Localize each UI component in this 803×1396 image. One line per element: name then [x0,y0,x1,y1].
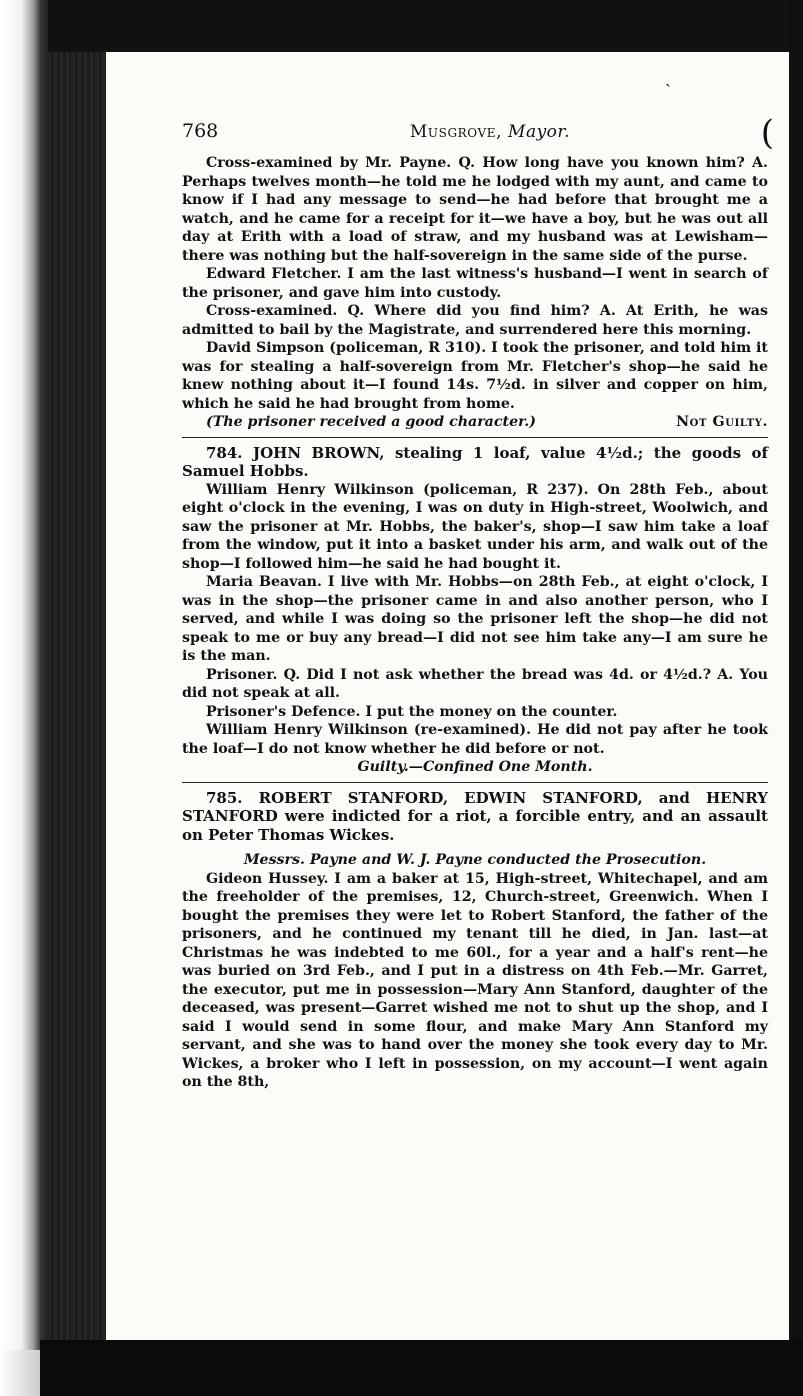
paragraph-maria-beavan: Maria Beavan. I live with Mr. Hobbs—on 28th Feb., at eight o'clock, I was in the shop—the prisoner came in and also another person, who I served, and while I was doing so the prisoner left the shop—he did not speak to me or buy any bread—I did not see him take any—I am sure he is the man. [182,574,768,664]
paragraph-prisoner-defence: Prisoner's Defence. I put the money on the counter. [206,703,618,720]
book-spine-pages [48,52,106,1342]
page-number: 768 [182,120,219,142]
paragraph-david-simpson: David Simpson (policeman, R 310). I took the prisoner, and told him it was for stealing a half-sovereign from Mr. Fletcher's shop—he said he knew nothing about it—I found 14s. 7½d. in silver and copper on him, which he said he had brought from home. [182,340,768,412]
scan-bottom-border [40,1340,803,1396]
running-mayor: Mayor. [508,122,571,142]
running-name: Musgrove, [409,122,503,142]
paragraph-cross-examined: Cross-examined. Q. Where did you find him? A. At Erith, he was admitted to bail by the Magistrate, and surrendered here this morning. [182,303,768,338]
verdict-not-guilty: Not Guilty. [676,414,768,430]
book-page [106,52,789,1340]
paragraph-prisoner-question: Prisoner. Q. Did I not ask whether the bread was 4d. or 4½d.? A. You did not speak at all. [182,666,768,701]
verdict-guilty: Guilty.—Confined One Month. [357,759,593,775]
paragraph-edward-fletcher: Edward Fletcher. I am the last witness's husband—I went in search of the prisoner, and gave him into custody. [182,266,768,301]
running-title [272,123,708,142]
page-text [182,83,774,1092]
case-divider-2 [182,782,768,783]
scan-mark: ˋ [665,83,672,99]
scan-left-margin [0,0,48,1396]
case-divider-1 [182,437,768,438]
paragraph-wilkinson-reexamined: William Henry Wilkinson (re-examined). He did not pay after he took the loaf—I do not know whether he did before or not. [182,722,768,757]
prosecution-counsel: Messrs. Payne and W. J. Payne conducted the Prosecution. [243,852,707,868]
verdict-row-1 [182,413,768,432]
page-edge-bracket: ( [760,113,774,153]
paragraph-gideon-hussey: Gideon Hussey. I am a baker at 15, High-street, Whitechapel, and am the freeholder of the premises, 12, Church-street, Greenwich. When I bought the premises they were let to Robert Stanford, the father of the prisoners, and he continued my tenant till he died, in Jan. last—at Christmas he was indebted to me 60l., for a year and a half's rent—he was buried on 3rd Feb., and I put in a distress on 4th Feb.—Mr. Garret, the executor, put me in possession—Mary Ann Stanford, daughter of the deceased, was present—Garret wished me not to shut up the shop, and I said I would send in some flour, and make Mary Ann Stanford my servant, and she was to hand over the money she took every day to Mr. Wickes, a broker who I left in possession, on my account—I went again on the 8th, [182,870,768,1090]
scan-right-border [789,0,803,1396]
running-header [182,83,774,153]
scan-top-border [0,0,803,52]
character-note: (The prisoner received a good character.) [206,414,536,430]
case-784-heading: 784. JOHN BROWN, stealing 1 loaf, value 4½d.; the goods of Samuel Hobbs. [182,443,768,480]
case-785-heading: 785. ROBERT STANFORD, EDWIN STANFORD, and HENRY STANFORD were indicted for a riot, a forcible entry, and an assault on Peter Thomas Wickes. [182,788,768,844]
paragraph-wilkinson: William Henry Wilkinson (policeman, R 237). On 28th Feb., about eight o'clock in the evening, I was on duty in High-street, Woolwich, and saw the prisoner at Mr. Hobbs, the baker's, shop—I saw him take a loaf from the window, put it into a basket under his arm, and walk out of the shop—I followed him—he said he had bought it. [182,481,768,572]
paragraph-cross-exam-payne: Cross-examined by Mr. Payne. Q. How long have you known him? A. Perhaps twelves month—he told me he lodged with my aunt, and came to know if I had any message to send—he had before that brought me a watch, and he came for a receipt for it—we have a boy, but he was out all day at Erith with a load of straw, and my husband was at Lewisham—there was nothing but the half-sovereign in the same side of the purse. [182,155,768,264]
